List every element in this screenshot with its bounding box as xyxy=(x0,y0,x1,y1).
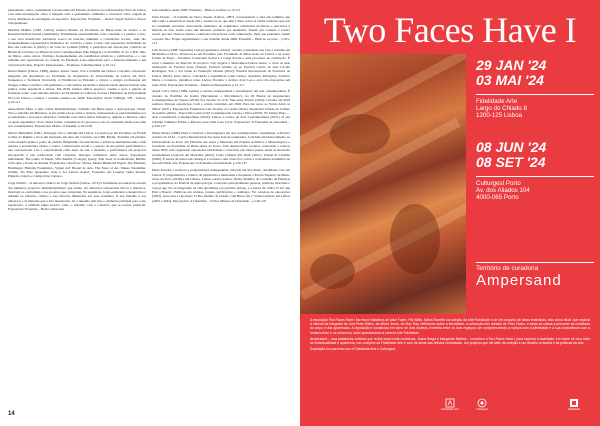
text-column-1 xyxy=(8,8,146,214)
dates-bottom xyxy=(476,140,594,170)
paragraph: Jorge Nesbitt – O universo criativo de Jorge Nesbitt (Lisboa, 1972) é facilmente reconhecível através dos inúmeros projectos multidisciplinares que assina. Os universos referenciais líricos e literários, mitológicos e informais e nos projetos que o inspiram. Na sequência, Jorge estabelece e desenvolve a unidade no universo criativo e nas diversas dimensões dos seus trabalhos. O seu trabalho é aos universos e às histórias que a arte desenvolve. Se o desenho tem sido o elemento principal para a sua exploração, é também numa técnica como o trabalho com o colectivo que se tornou essencial. Exposições: Extensão – Bom Connection. xyxy=(8,181,146,212)
paragraph: Anne-Marie Maes é uma artista multidisciplinar, formada em Belas-Artes e Antropologia Visual. Vive e trabalha em Bruxelas. A sua prática dá-se entre a ciência, interessando-se particularmente por ecossistemas e processos aleatórios. Trabalha com vários meios biológicos, digitais e clássicos, entre os quais organismos vivos. Desta forma, consentia-se no processo e cria as condições ideais para uma arte contemplativa. Exposições: Matter of Kinship: p.103-109. xyxy=(8,106,146,129)
paragraph: Mariana Malhão (1995, Lisboa) estudou Pintura na Faculdade de Belas-Artes de Lisboa e na Kunsthochschule Kassel (Alemanha). Trabalhando essencialmente com o desenho e a pintura a óleo, a sua obra desenvolve narrativas acerca de relações humanas e convenções sociais, onde são frequentemente representados momentos de convívio e lazer. Conta com exposições individuais na Rua das Gaivotas 6 (2022) e na Casa do Comum (2024), e participou em exposições coletivas na Bienal de Cerveira, no Museu de Arte Contemporânea (São Miguel) e no Pavilhão 31 do C.H.P. Júlio de Matos, entre outros. Participa frequentemente em residências artísticas e publicações, e o seu trabalho está representado na coleção da Fundação Luso-Americana para o Desenvolvimento e em coleções privadas. Projecto Interessantes – Promessa contemporânea: p.10-111. xyxy=(8,27,146,67)
venue-line: 1200-125 Lisboa xyxy=(476,112,523,120)
date-start: 29 JAN '24 xyxy=(476,57,547,73)
date-end: 08 SET '24 xyxy=(476,153,546,170)
paragraph: Angel Calvo Ulloa (1984, Galiza) é curador independente e investigador em arte contemporânea. É curador do Pavilhão de Galiza ('Reconstruir o Movimento'), no XI Bienal de Arquitectura Contemporâneo de Veneza (2018). Foi curador do ciclo 'Sete entre Pontes' (2022). Curador até 2018 realizou diversas exposições. Com o artista convidado em 2020, Para dar curso ao 'Sobre Abrir os Olhos' (2021). Exposições: Fundación Luis Seoane; A Coruña (2024). Fundación Cidade da Cultura de Galicia (2022) – Espai SR; Centre d'Art Contemporani, Girona e Ulloa (2023). No Tempo Hoje — Arte Comunitária Contemporânea (2022); Lisboa e Centro de Arte Contemporánea (2021). O seu trabalho Saliência Fritura e Retorno para Uma Casa Livre. Exposições: O Fantasma da Liberdade – p.130-137 xyxy=(152,89,290,129)
venue-line: Fidelidade Arte xyxy=(476,98,518,105)
paragraph: Marta Moura (1986) Final é curadora e investigadora em arte contemporânea. Atualmente, é diretora artística do CIAJ – Centro Internacional das Artes José de Guimarães. Concluiu um Doutoramento na Universidade do Porto em Filosofia das Artes e Mestrado em Estudos Artísticos e Museológicos e Curadoria na Faculdade de Belas-Artes do Porto. Tem desenvolvido projetos curatoriais e críticos desde 2005, tem organizado exposições individuais e colectivas em vários países, tendo na mostrado recentemente projectos em Mauritius (2022), Caixa Cultural São Paulo (2021), Trienal de Curitiba (2020). É autora de textos em catálogos e revistas e tem como foco sobre a consciência académica na sua actividade arte. Exposições: O Fantasma da Liberdade: p.130-137 xyxy=(152,130,290,166)
venue-line: Av. dos Aliados 104 xyxy=(476,186,530,194)
venue-line: Largo do Chiado 8 xyxy=(476,105,527,113)
paragraph: seus trabalhos desde 1999. Extensão – Bem no na fibre: p.10-121 xyxy=(152,8,241,12)
fidelidade-arte-icon xyxy=(445,398,455,408)
fidelidade-arte-logo: Fidelidade Arte xyxy=(438,398,462,416)
right-page xyxy=(300,0,600,426)
culturgest-logo: Culturgest xyxy=(468,398,496,416)
venue-line: Culturgest Porto xyxy=(476,179,521,187)
culturgest-icon xyxy=(477,398,487,408)
paragraph: Inaara Duarte (Lisboa, 1988), mestra, artista visual, vive e trabalha em Lisboa. Concluiu o mestrado integrado em Arquitetura na Faculdade de Arquitetura da Universidade de Lisboa em 2015, frequentou a Technical University of Eindhoven na Holanda e obteve o estágio profissional em Xangai, China. Colabora com gabinetes e com artistas nacionais e internacionais desenvolvendo uma prática como arquitecta e artista. Em 2018, fundou ambos projetos, conduz e gere a galeria de formação sobre o seu trabalho artístico na Faculdade de Ciências Sociais e Humanas da Universidade Nova de Lisboa e começa o trabalho artístico no ateliê. Exposições: Seção Umbigal, VB – Lisboa, p.19-111. xyxy=(8,69,146,104)
paragraph: pensamento crítico. Atualmente é doutoranda em Estudos Artísticos na Universidade Nova de Lisboa com uma investigação sobre a imagem vista e pensamento feminista e curatorial como origem de novas mudanças de paradigma sociopolítico. Exposições: Extensão – Jéssica Segall Sobral e Douce Schopenhauer. xyxy=(8,8,146,26)
paragraph: Jules Tassier – O trabalho de Vasco Tassier (Lisboa, 1987), acrescentando a obra em cerâmica que tem vindo a desenvolver desde 2011, assenta-se no que têm a dizer sobre as várias tradições que nos se costumam encontrar. Associando elementos de arquitetura, referências pictóricas e percursos à história da arte, assim como um interesse profundo por elementos 'banais' que compõe o retrato social, procura observar elipses e símbolos em persona e em comparação, mais que pretender, algum conceito fixo. Expõe regularmente o seu trabalho desde 2008. Extensão – Bem no na plan – p.105-121 xyxy=(152,14,290,45)
venue-porto xyxy=(476,176,594,202)
fidelidade-icon xyxy=(569,398,579,408)
date-start: 08 JUN '24 xyxy=(476,138,547,155)
curator-name: Ampersand xyxy=(476,272,562,289)
exhibition-description xyxy=(310,318,590,353)
sponsor-logos xyxy=(300,398,600,420)
date-end: 03 MAI '24 xyxy=(476,72,544,88)
venue-info xyxy=(476,58,594,209)
exhibition-photo xyxy=(300,54,466,314)
paragraph: Marcia Benjamim (1991, Portugal) vive e trabalha em Lisboa. Licenciou-se em Escultura na ESAD Caldas da Rainha e tirou um mestrado em Arte em Contexto na UDK Berlin. Trabalha em pintura, como matéria-prima e ponto de partida. Benjamim cria instalações e artísticas multissensoriais, onde explora a arquitectura cénica, o teatro, a intervenção social e o espaço da sua prática performativa e não convencional. Usa a conectividade como meio de arte, o desenho, a performance em projectos site-specific e em colaboração com cineastas, biólogos, bailarinos, entre outros. Exposições individuais: The Game of Plants, Villa Medici (Cologny, Ipeta); Tide Stare of Kolhoficam, Berlim; 16 K-Arte e Ponto de Partida. Exposições colectivas: Stories, Hestia Hundered Eigest: The Moment, Hamburgo; Babbitts Foundation, Vigani ArT Bienal de Arte, The Taste of Art, Museo Naoshima; Jardins, Tio Bolo Quaresmo, Italy e Art Liberte Aspect; Extensão: Art Leipzig: Quiet Rooms, Pinheiro, Ghetto e Campo Dos Ciganos. xyxy=(8,130,146,179)
footer-note: Exposição em parceria com a Fidelidade Arte e Culturgest. xyxy=(310,347,396,352)
paragraph: A exposição Two Faces Have I faz reunir trabalhos de Alice Fabre, Pat Willis, Sylvia Ravelini na coleção de Arte Fidelidade e de um conjunto de obras realizadas, elas como ritual, que explora a história da fotografia de Joel-Peter Witkin, de Alfred Jones, de Man Ray, reflectindo sobre a identidade, a coleccção dos retratos de Trios Faces, e estas as coisas a percorrer as metáforas do corpo e das aparências. A exposição é construída em torno de dois núcleos, fronteira entre os dois espaços: um compreendendo a ruptura com a identidade e a sua coincidência com a metamorfose e os universos; outro questionando a mesma Arte Fidelidade. xyxy=(310,318,590,335)
venue-line: 4000-065 Porto xyxy=(476,194,519,202)
page-number: 14 xyxy=(8,411,15,417)
paragraph: Paula Ferreira é escritora e programadora independente. Nascida em São Paulo, atualmente vive em Lisboa. É programadora e editora da plataforma e mestranda e frequenta a Escola Superior de Belas-Artes do Porto (2018) e em Ulisses, Lisboa a Ama (Lisboa, 2024). Membro do Conselho de Finanças e programadora do Festival de Antropologia. Coleciona principalmente pessoas, políticas, moradias e corpos que vão se integrando na vida quotidiana e na política urbana, e é autora da crítica 'O Sol que Está a Nascer'. Publicou em revistas, jornais, publicações e catálogos. Foi curadora de exposições (2023), entre elas a exposição 'O Pós-Instinto da Cidade' com Bruno Yu e 'Voltas Lúdicas' em Lisboa (2023 e 2024). Exposições: A Liberdade – Vários Olhares da Liberdade – p.140-147 xyxy=(152,168,290,203)
curation-label: Território de curadoria xyxy=(476,262,594,272)
venue-lisbon xyxy=(476,94,594,120)
paragraph: Ampersand – uma plataforma artística que reúne duas irmãs curadoras, Joana Braga e Margarida Martins – concebeu a Two Faces Have I para explorar a dualidade, em nome de uma ideia de individualidade e aparência, nas coleções da Fidelidade Arte e com as obras das artistas convidadas. Um projecto que vai além da coleção e um desafio à história e às políticas da arte. xyxy=(310,336,590,346)
curation-block xyxy=(476,262,594,289)
fidelidade-logo: Fidelidade xyxy=(560,398,588,416)
paragraph: João Rolaça (1988, Santarém) é um programador cultural, curador e estudante que vive e trabalha em Montemor-o-Novo. Doutorou-se em Escultura pela Faculdade de Belas-Artes de Lisboa e na nossa Forma de Fugir – Escultura Contextual Social e a Larga Escala e seus processos de construção. É sócio e membro da direcção do projecto 'Lab Cigarra e Matosinhos-Lisboa Alves', e criou as suas instalações no Festival Artes (Tatear); Festival Atitude ou ao Festival Centro de Arte Cecília Rodrigues, Sob o Sol Lema da Fundação Oriente (2022); Festival Internacional de Escultura de Lisboa (2022), entre outros. Concluída a experiência como Lisboa, Arquiteta, Paisagista, Artística Marte e Contexto, trabalhou como Lisboa, Escultor e Artista 'Arte' Lua e teve três exposições em salas 2024. Exposições: Extensão – Planta da Emergência: p.12-117 xyxy=(152,47,290,87)
text-column-2 xyxy=(152,8,290,205)
dates-top xyxy=(476,58,594,88)
exhibition-title: Two Faces Have I xyxy=(323,10,577,50)
